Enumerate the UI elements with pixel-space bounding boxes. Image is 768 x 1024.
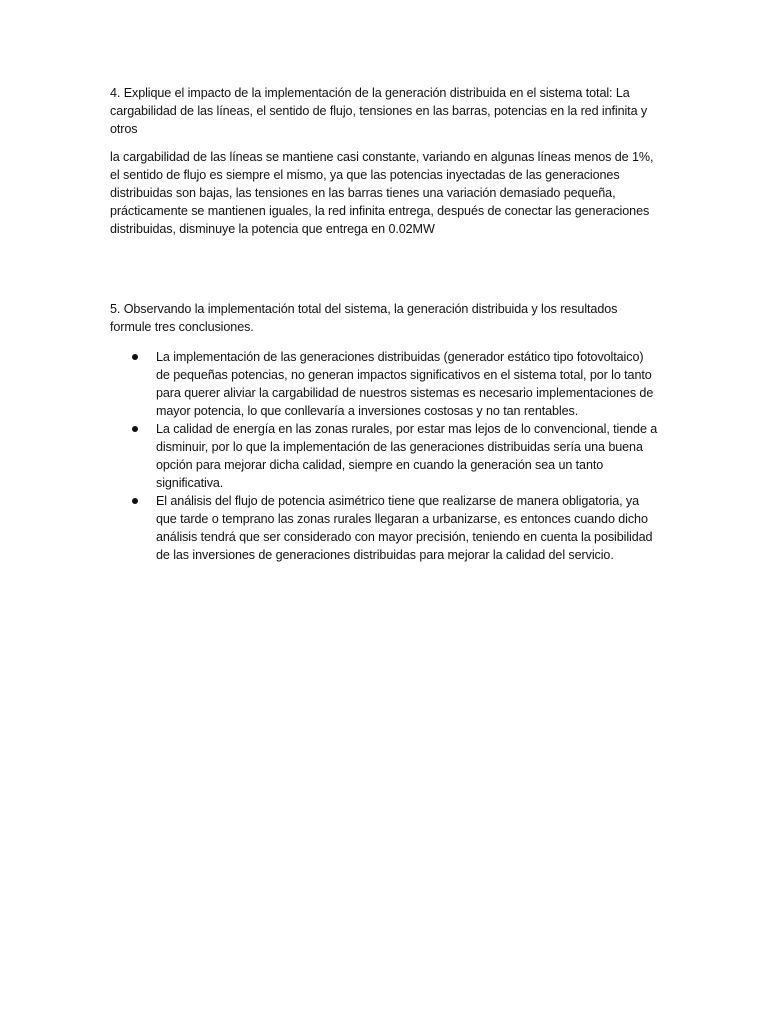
bullet-icon	[132, 426, 138, 432]
conclusion-item	[110, 348, 660, 420]
conclusions-list	[110, 348, 660, 564]
conclusion-text: La calidad de energía en las zonas rurales, por estar mas lejos de lo convencional, tiende a disminuir, por lo que la implementación de las generaciones distribuidas sería una buena opción para mejorar dicha calidad, siempre en cuando la generación sea un tanto significativa.	[156, 422, 658, 490]
question-4-prompt: 4. Explique el impacto de la implementación de la generación distribuida en el sistema total: La cargabilidad de las líneas, el sentido de flujo, tensiones en las barras, potencias en la red infinita y otros	[110, 86, 648, 136]
bullet-icon	[132, 498, 138, 504]
bullet-icon	[132, 354, 138, 360]
conclusion-item	[110, 420, 660, 492]
conclusion-text: El análisis del flujo de potencia asimétrico tiene que realizarse de manera obligatoria, ya que tarde o temprano las zonas rurales llegaran a urbanizarse, es entonces cuando dicho análisis tendrá que ser considerado con mayor precisión, teniendo en cuenta la posibilidad de las inversiones de generaciones distribuidas para mejorar la calidad del servicio.	[156, 494, 653, 562]
question-4-answer: la cargabilidad de las líneas se mantiene casi constante, variando en algunas líneas menos de 1%, el sentido de flujo es siempre el mismo, ya que las potencias inyectadas de las generaciones distribuidas son bajas, las tensiones en las barras tienes una variación demasiado pequeña, prácticamente se mantienen iguales, la red infinita entrega, después de conectar las generaciones distribuidas, disminuye la potencia que entrega en 0.02MW	[110, 150, 654, 236]
question-5-prompt: 5. Observando la implementación total del sistema, la generación distribuida y los resultados formule tres conclusiones.	[110, 302, 618, 334]
document-body	[110, 84, 660, 564]
conclusion-item	[110, 492, 660, 564]
conclusion-text: La implementación de las generaciones distribuidas (generador estático tipo fotovoltaico) de pequeñas potencias, no generan impactos significativos en el sistema total, por lo tanto para querer aliviar la cargabilidad de nuestros sistemas es necesario implementaciones de mayor potencia, lo que conllevaría a inversiones costosas y no tan rentables.	[156, 350, 654, 418]
